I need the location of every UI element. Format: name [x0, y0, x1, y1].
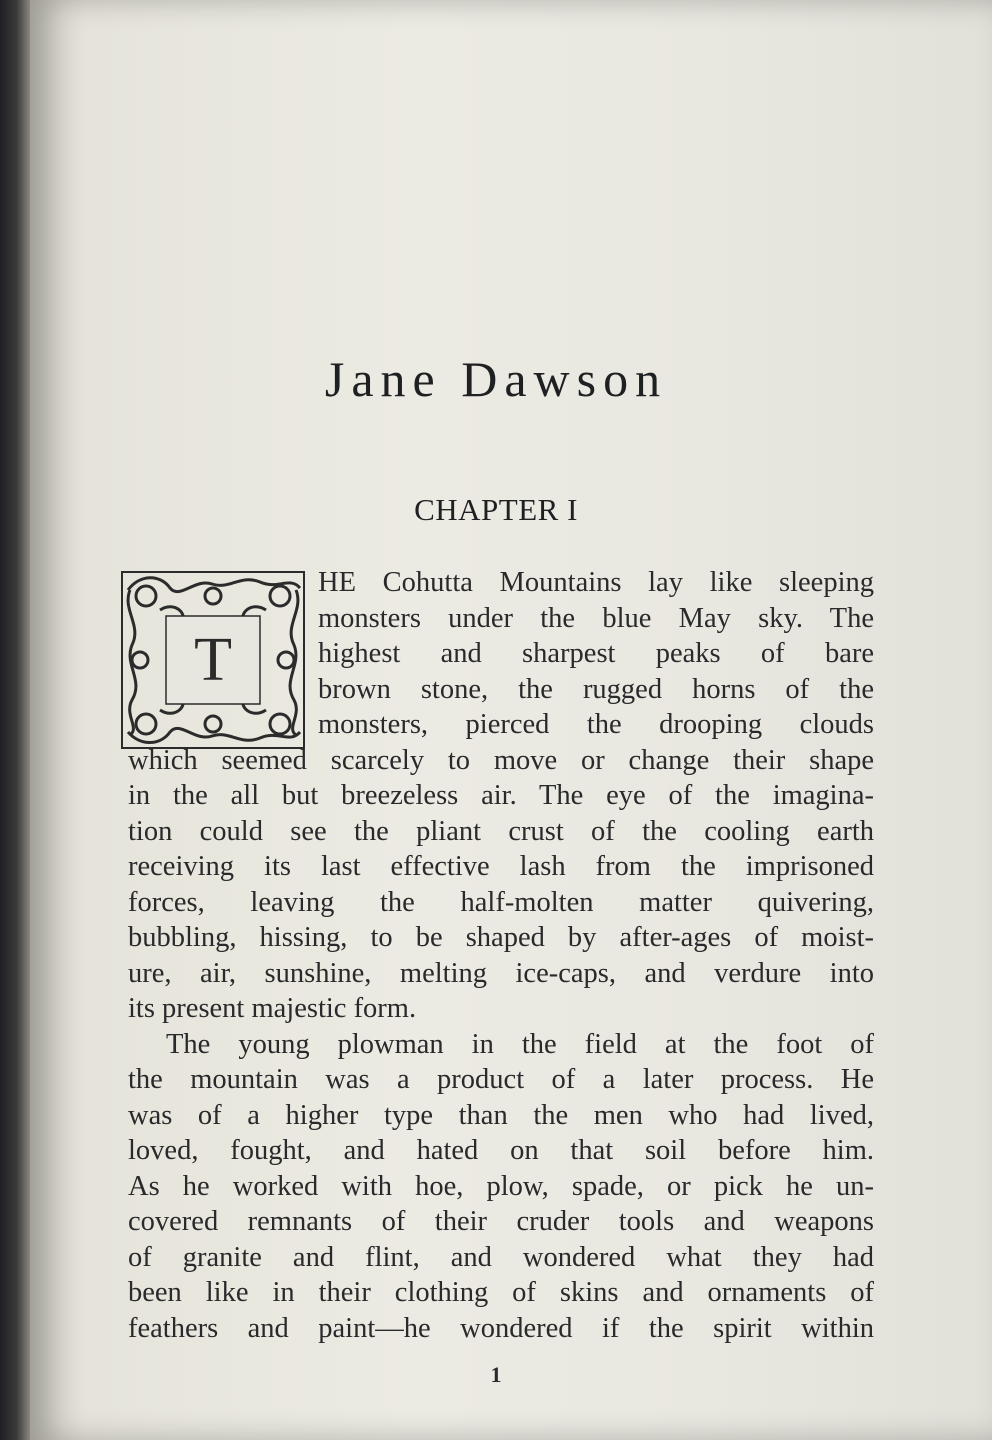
- text-line: of granite and flint, and wondered what they had: [128, 1241, 874, 1273]
- text-line: ure, air, sunshine, melting ice-caps, and verdure into: [128, 957, 874, 989]
- chapter-heading: CHAPTER I: [414, 492, 578, 527]
- text-line: tion could see the pliant crust of the cooling earth: [128, 815, 874, 847]
- text-line: forces, leaving the half-molten matter quivering,: [128, 886, 874, 918]
- text-line: HE Cohutta Mountains lay like sleeping: [318, 567, 874, 598]
- text-line: bubbling, hissing, to be shaped by after-ages of moist-: [128, 922, 874, 953]
- drop-cap-letter: T: [194, 625, 232, 694]
- text-line: highest and sharpest peaks of bare: [318, 638, 874, 669]
- text-line: been like in their clothing of skins and ornaments of: [128, 1277, 874, 1308]
- paragraph-2: [128, 1027, 874, 1347]
- page-number: 1: [490, 1362, 502, 1387]
- text-line: receiving its last effective lash from the imprisoned: [128, 851, 874, 882]
- text-line: its present majestic form.: [128, 993, 417, 1024]
- text-line: The young plowman in the field at the foot of: [166, 1028, 874, 1060]
- text-line: the mountain was a product of a later process. He: [128, 1064, 874, 1095]
- body-text: [128, 565, 874, 1346]
- text-line: loved, fought, and hated on that soil before him.: [128, 1135, 874, 1166]
- text-line: was of a higher type than the men who had lived,: [128, 1099, 874, 1131]
- text-line: brown stone, the rugged horns of the: [318, 673, 874, 705]
- text-line: covered remnants of their cruder tools and weapons: [128, 1206, 874, 1237]
- book-title: Jane Dawson: [324, 351, 668, 407]
- paragraph-1: [128, 565, 874, 1027]
- text-line: As he worked with hoe, plow, spade, or pick he un-: [128, 1170, 874, 1202]
- text-line: feathers and paint—he wondered if the spirit within: [128, 1312, 874, 1344]
- text-line: monsters, pierced the drooping clouds: [318, 709, 874, 740]
- text-line: monsters under the blue May sky. The: [318, 602, 874, 634]
- book-gutter: [0, 0, 30, 1440]
- text-line: which seemed scarcely to move or change their shape: [128, 744, 874, 776]
- text-line: in the all but breezeless air. The eye of the imagina-: [128, 780, 874, 811]
